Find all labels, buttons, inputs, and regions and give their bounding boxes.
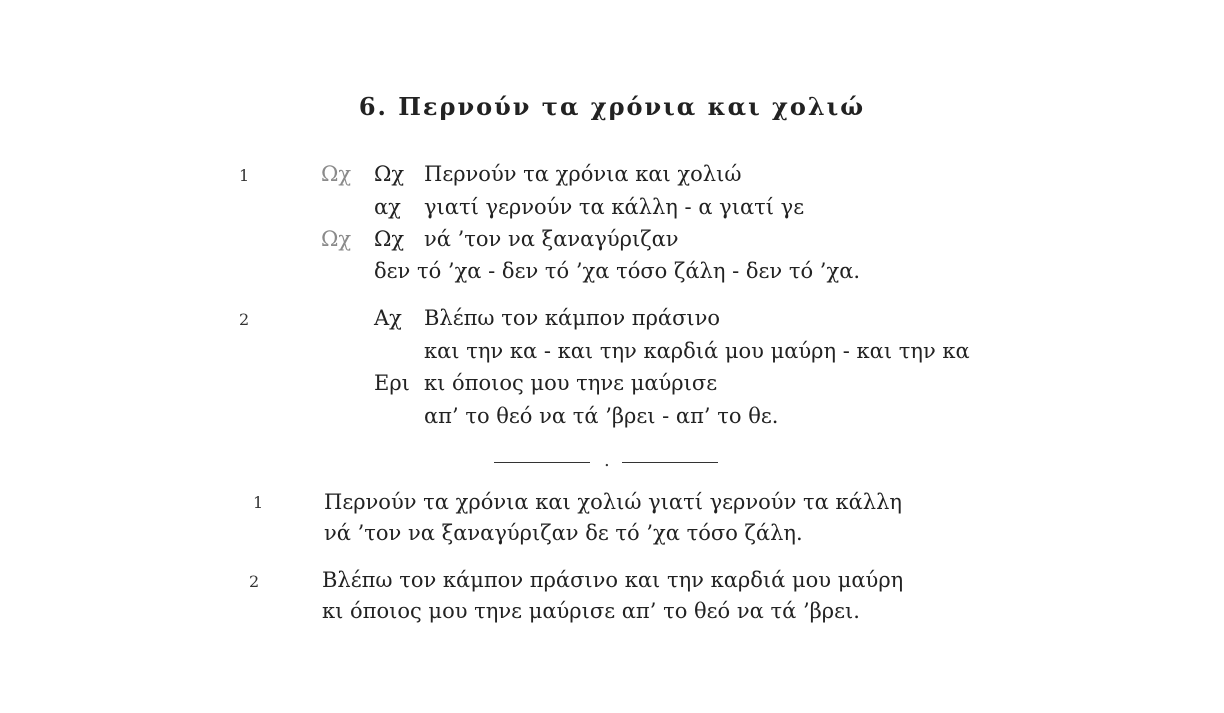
line-prefix: Αχ — [374, 306, 402, 330]
lyric-line: απ’ το θεό να τά ’βρει - απ’ το θε. — [424, 404, 779, 428]
section-number: 2 — [239, 310, 250, 329]
verse-line: νά ’τον να ξαναγύριζαν δε τό ’χα τόσο ζάλη. — [324, 521, 803, 545]
echo-exclamation: Ωχ — [321, 227, 352, 251]
lyric-line: γιατί γερνούν τα κάλλη - α γιατί γε — [424, 195, 805, 219]
divider-rule-right — [622, 462, 718, 463]
lyric-line: νά ’τον να ξαναγύριζαν — [424, 227, 679, 251]
verse-line: κι όποιος μου τηνε μαύρισε απ’ το θεό να τά ’βρει. — [322, 599, 860, 623]
line-prefix: Ωχ — [374, 162, 405, 186]
lyric-line: Βλέπω τον κάμπον πράσινο — [424, 306, 721, 330]
lyric-line: κι όποιος μου τηνε μαύρισε — [424, 371, 718, 395]
song-title: 6. Περνούν τα χρόνια και χολιώ — [358, 92, 866, 121]
echo-exclamation: Ωχ — [321, 162, 352, 186]
verse-number: 1 — [253, 493, 264, 512]
verse-line: Βλέπω τον κάμπον πράσινο και την καρδιά μου μαύρη — [322, 568, 904, 592]
line-prefix: Ερι — [374, 371, 410, 395]
lyric-line: και την κα - και την καρδιά μου μαύρη - και την κα — [424, 339, 970, 363]
divider-dot: . — [604, 450, 610, 471]
lyric-line: Περνούν τα χρόνια και χολιώ — [424, 162, 742, 186]
line-prefix: Ωχ — [374, 227, 405, 251]
divider-rule-left — [494, 462, 590, 463]
verse-line: Περνούν τα χρόνια και χολιώ γιατί γερνούν τα κάλλη — [324, 490, 902, 514]
section-number: 1 — [239, 166, 250, 185]
verse-number: 2 — [249, 572, 260, 591]
line-prefix: αχ — [374, 195, 401, 219]
lyric-line: δεν τό ’χα - δεν τό ’χα τόσο ζάλη - δεν τό ’χα. — [374, 259, 861, 283]
